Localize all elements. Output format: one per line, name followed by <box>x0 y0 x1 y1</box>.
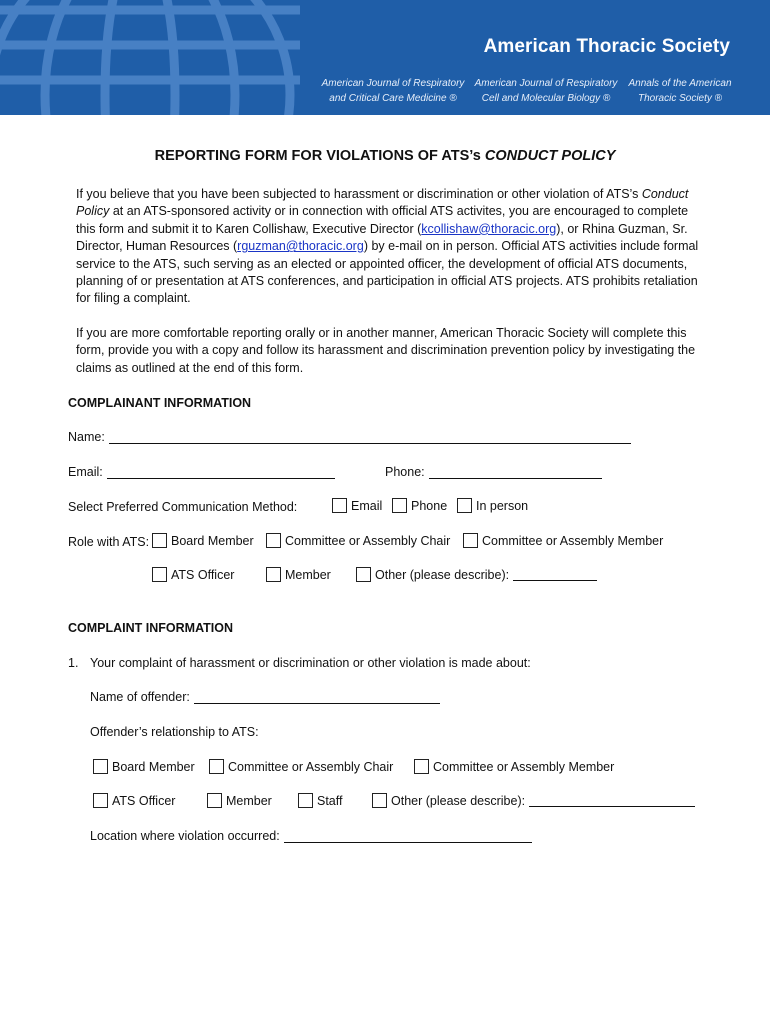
page-title <box>0 148 770 164</box>
complainant-heading: COMPLAINANT INFORMATION <box>68 396 252 410</box>
location-row <box>90 829 532 843</box>
option-label: ATS Officer <box>112 793 176 808</box>
role-option-ats-officer[interactable] <box>152 567 234 582</box>
org-name: American Thoracic Society <box>483 36 730 57</box>
name-row <box>68 430 631 444</box>
checkbox[interactable] <box>93 759 108 774</box>
intro-text: at an ATS-sponsored activity or in connection with official ATS activites, you are encouraged to complete this form and submit it to Karen Collishaw, Executive Director ( <box>76 204 689 236</box>
rel-option-board-member[interactable] <box>93 759 195 774</box>
comm-option-email[interactable] <box>332 498 382 513</box>
comm-method-label: Select Preferred Communication Method: <box>68 500 298 514</box>
question-1 <box>68 656 531 670</box>
phone-label: Phone: <box>385 465 425 479</box>
comm-option-in-person[interactable] <box>457 498 528 513</box>
intro-policy-name: Conduct Policy <box>76 187 689 219</box>
question-text: Your complaint of harassment or discrimination or other violation is made about: <box>90 656 531 670</box>
email-row <box>68 465 335 479</box>
role-label: Role with ATS: <box>68 535 150 549</box>
offender-row <box>90 690 440 704</box>
rel-option-member[interactable] <box>207 793 272 808</box>
checkbox[interactable] <box>356 567 371 582</box>
option-label: Member <box>226 793 272 808</box>
intro-text: If you believe that you have been subjected to harassment or discrimination or other violation of ATS’s <box>76 187 642 201</box>
checkbox[interactable] <box>298 793 313 808</box>
option-label: Email <box>351 498 383 513</box>
journal-line: American Journal of Respiratory <box>474 78 618 89</box>
journal-line: Cell and Molecular Biology ® <box>481 93 611 104</box>
relationship-label: Offender’s relationship to ATS: <box>90 725 259 739</box>
journal-line: and Critical Care Medicine ® <box>329 93 457 104</box>
comm-option-phone[interactable] <box>392 498 447 513</box>
rel-option-ats-officer[interactable] <box>93 793 175 808</box>
option-label: Other (please describe): <box>391 793 526 808</box>
checkbox[interactable] <box>209 759 224 774</box>
option-label: In person <box>476 498 529 513</box>
option-label: Committee or Assembly Chair <box>228 759 394 774</box>
checkbox[interactable] <box>332 498 347 513</box>
checkbox[interactable] <box>392 498 407 513</box>
offender-label: Name of offender: <box>90 690 190 704</box>
option-label: Board Member <box>171 533 254 548</box>
rel-option-staff[interactable] <box>298 793 342 808</box>
phone-row <box>385 465 602 479</box>
checkbox[interactable] <box>266 567 281 582</box>
checkbox[interactable] <box>457 498 472 513</box>
journal-annalsats[interactable] <box>622 76 738 106</box>
option-label: ATS Officer <box>171 567 235 582</box>
email-field[interactable] <box>107 466 335 479</box>
rel-option-committee-member[interactable] <box>414 759 614 774</box>
checkbox[interactable] <box>372 793 387 808</box>
checkbox[interactable] <box>414 759 429 774</box>
checkbox[interactable] <box>463 533 478 548</box>
journal-line: Annals of the American <box>628 78 732 89</box>
option-label: Phone <box>411 498 448 513</box>
option-label: Staff <box>317 793 343 808</box>
rel-option-other[interactable] <box>372 793 695 808</box>
rel-option-committee-chair[interactable] <box>209 759 393 774</box>
journal-ajrcmb[interactable] <box>472 76 620 106</box>
offender-name-field[interactable] <box>194 691 440 704</box>
intro-text: ), or Rhina Guzman, Sr. Director, Human Resources ( <box>76 221 688 254</box>
option-label: Committee or Assembly Chair <box>285 533 451 548</box>
name-label: Name: <box>68 430 105 444</box>
intro-paragraph-2: If you are more comfortable reporting orally or in another manner, American Thoracic Society will complete this form, provide you with a copy and follow its harassment and discrimination prevention policy by investigating the claims as outlined at the end of this form. <box>76 326 696 375</box>
complaint-heading: COMPLAINT INFORMATION <box>68 621 234 635</box>
journal-line: Thoracic Society ® <box>637 93 723 104</box>
email-link-collishaw[interactable]: kcollishaw@thoracic.org <box>421 221 557 236</box>
role-option-member[interactable] <box>266 567 331 582</box>
title-main: REPORTING FORM FOR VIOLATIONS OF ATS’s <box>154 148 485 164</box>
role-option-committee-member[interactable] <box>463 533 663 548</box>
checkbox[interactable] <box>266 533 281 548</box>
intro-paragraph <box>76 186 706 308</box>
location-field[interactable] <box>284 830 532 843</box>
email-label: Email: <box>68 465 103 479</box>
email-link-guzman[interactable]: rguzman@thoracic.org <box>237 239 364 254</box>
role-option-board-member[interactable] <box>152 533 254 548</box>
location-label: Location where violation occurred: <box>90 829 280 843</box>
globe-graphic <box>0 0 320 115</box>
option-label: Board Member <box>112 759 195 774</box>
option-label: Committee or Assembly Member <box>433 759 615 774</box>
option-label: Committee or Assembly Member <box>482 533 664 548</box>
name-field[interactable] <box>109 431 631 444</box>
journal-line: American Journal of Respiratory <box>321 78 465 89</box>
option-label: Member <box>285 567 331 582</box>
intro-text: ) by e-mail on in person. Official ATS activities include formal service to the ATS, such serving as an elected or appointed officer, the development of official ATS documents, planning of or presentation at ATS conferences, and participation in official ATS projects. ATS prohibits retaliation for filing a complaint. <box>76 239 699 306</box>
phone-field[interactable] <box>429 466 602 479</box>
role-other-field[interactable] <box>513 568 597 581</box>
journal-ajrccm[interactable] <box>318 76 468 106</box>
checkbox[interactable] <box>207 793 222 808</box>
header-banner <box>0 0 770 115</box>
checkbox[interactable] <box>152 567 167 582</box>
checkbox[interactable] <box>93 793 108 808</box>
role-option-other[interactable] <box>356 567 597 582</box>
role-option-committee-chair[interactable] <box>266 533 450 548</box>
question-number: 1. <box>68 656 79 670</box>
option-label: Other (please describe): <box>375 567 510 582</box>
rel-other-field[interactable] <box>529 794 695 807</box>
title-emphasis: CONDUCT POLICY <box>484 148 616 164</box>
checkbox[interactable] <box>152 533 167 548</box>
